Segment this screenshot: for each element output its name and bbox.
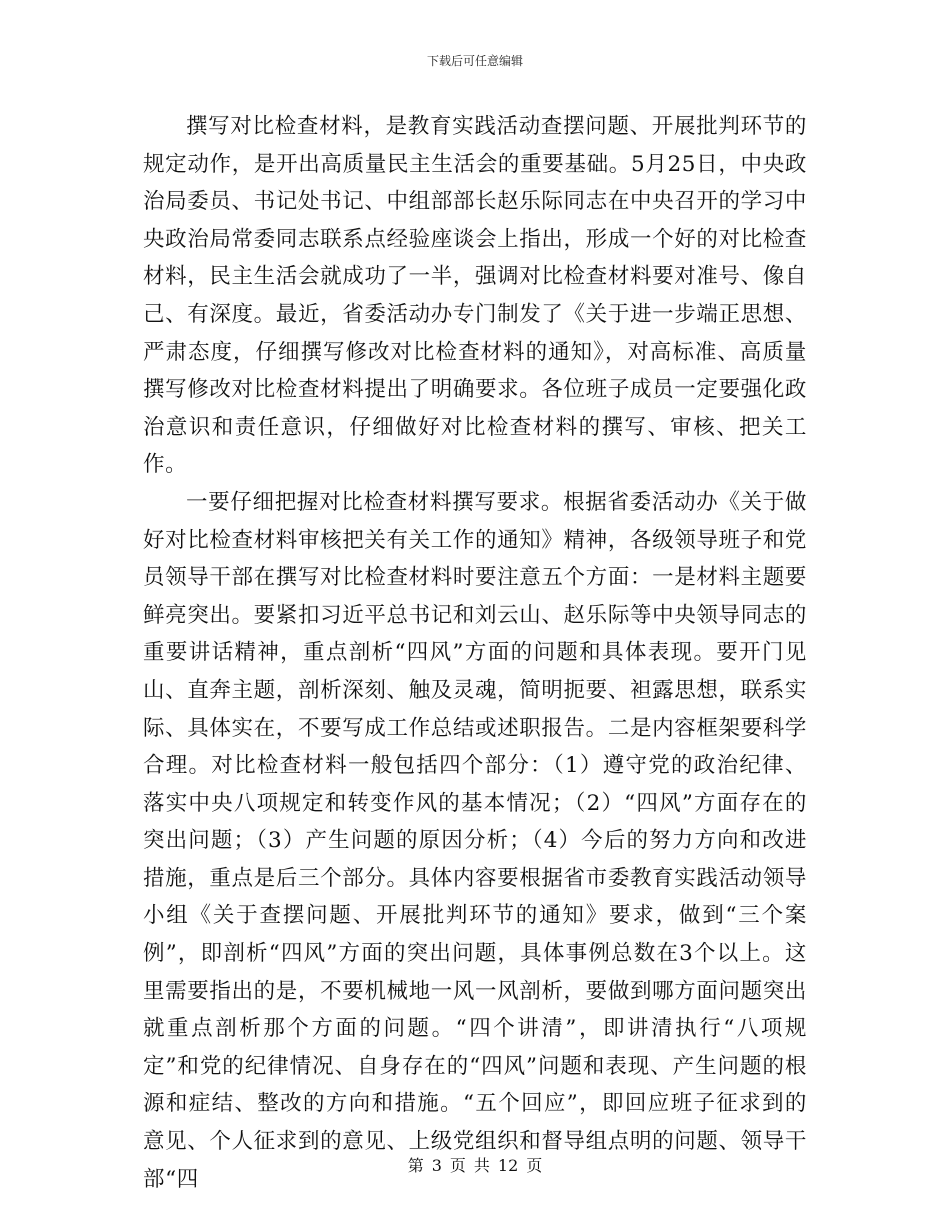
footer-current-page: 3 — [431, 1156, 442, 1175]
footer-total-pages: 12 — [497, 1156, 519, 1175]
page-number-footer — [0, 1156, 950, 1176]
footer-suffix: 页 — [526, 1156, 543, 1175]
footer-total-prefix: 共 — [473, 1156, 490, 1175]
paragraph-2: 一要仔细把握对比检查材料撰写要求。根据省委活动办《关于做好对比检查材料审核把关有关工作的通知》精神，各级领导班子和党员领导干部在撰写对比检查材料时要注意五个方面：一是材料主题要鲜亮突出。要紧扣习近平总书记和刘云山、赵乐际等中央领导同志的重要讲话精神，重点剖析“四风”方面的问题和具体表现。要开门见山、直奔主题，剖析深刻、触及灵魂，简明扼要、袒露思想，联系实际、具体实在，不要写成工作总结或述职报告。二是内容框架要科学合理。对比检查材料一般包括四个部分：（1）遵守党的政治纪律、落实中央八项规定和转变作风的基本情况；（2）“四风”方面存在的突出问题；（3）产生问题的原因分析；（4）今后的努力方向和改进措施，重点是后三个部分。具体内容要根据省市委教育实践活动领导小组《关于查摆问题、开展批判环节的通知》要求，做到“三个案例”，即剖析“四风”方面的突出问题，具体事例总数在3个以上。这里需要指出的是，不要机械地一风一风剖析，要做到哪方面问题突出就重点剖析那个方面的问题。“四个讲清”，即讲清执行“八项规定”和党的纪律情况、自身存在的“四风”问题和表现、产生问题的根源和症结、整改的方向和措施。“五个回应”，即回应班子征求到的意见、个人征求到的意见、上级党组织和督导组点明的问题、领导干部“四 — [143, 489, 807, 1192]
page-header-note: 下载后可任意编辑 — [426, 54, 523, 68]
paragraph-1: 撰写对比检查材料，是教育实践活动查摆问题、开展批判环节的规定动作，是开出高质量民主生活会的重要基础。5月25日，中央政治局委员、书记处书记、中组部部长赵乐际同志在中央召开的学习中央政治局常委同志联系点经验座谈会上指出，形成一个好的对比检查材料，民主生活会就成功了一半，强调对比检查材料要对准号、像自己、有深度。最近，省委活动办专门制发了《关于进一步端正思想、严肃态度，仔细撰写修改对比检查材料的通知》，对高标准、高质量撰写修改对比检查材料提出了明确要求。各位班子成员一定要强化政治意识和责任意识，仔细做好对比检查材料的撰写、审核、把关工作。 — [143, 114, 807, 478]
footer-page-word: 页 — [449, 1156, 466, 1175]
footer-prefix: 第 — [407, 1156, 424, 1175]
document-body — [143, 108, 807, 1198]
